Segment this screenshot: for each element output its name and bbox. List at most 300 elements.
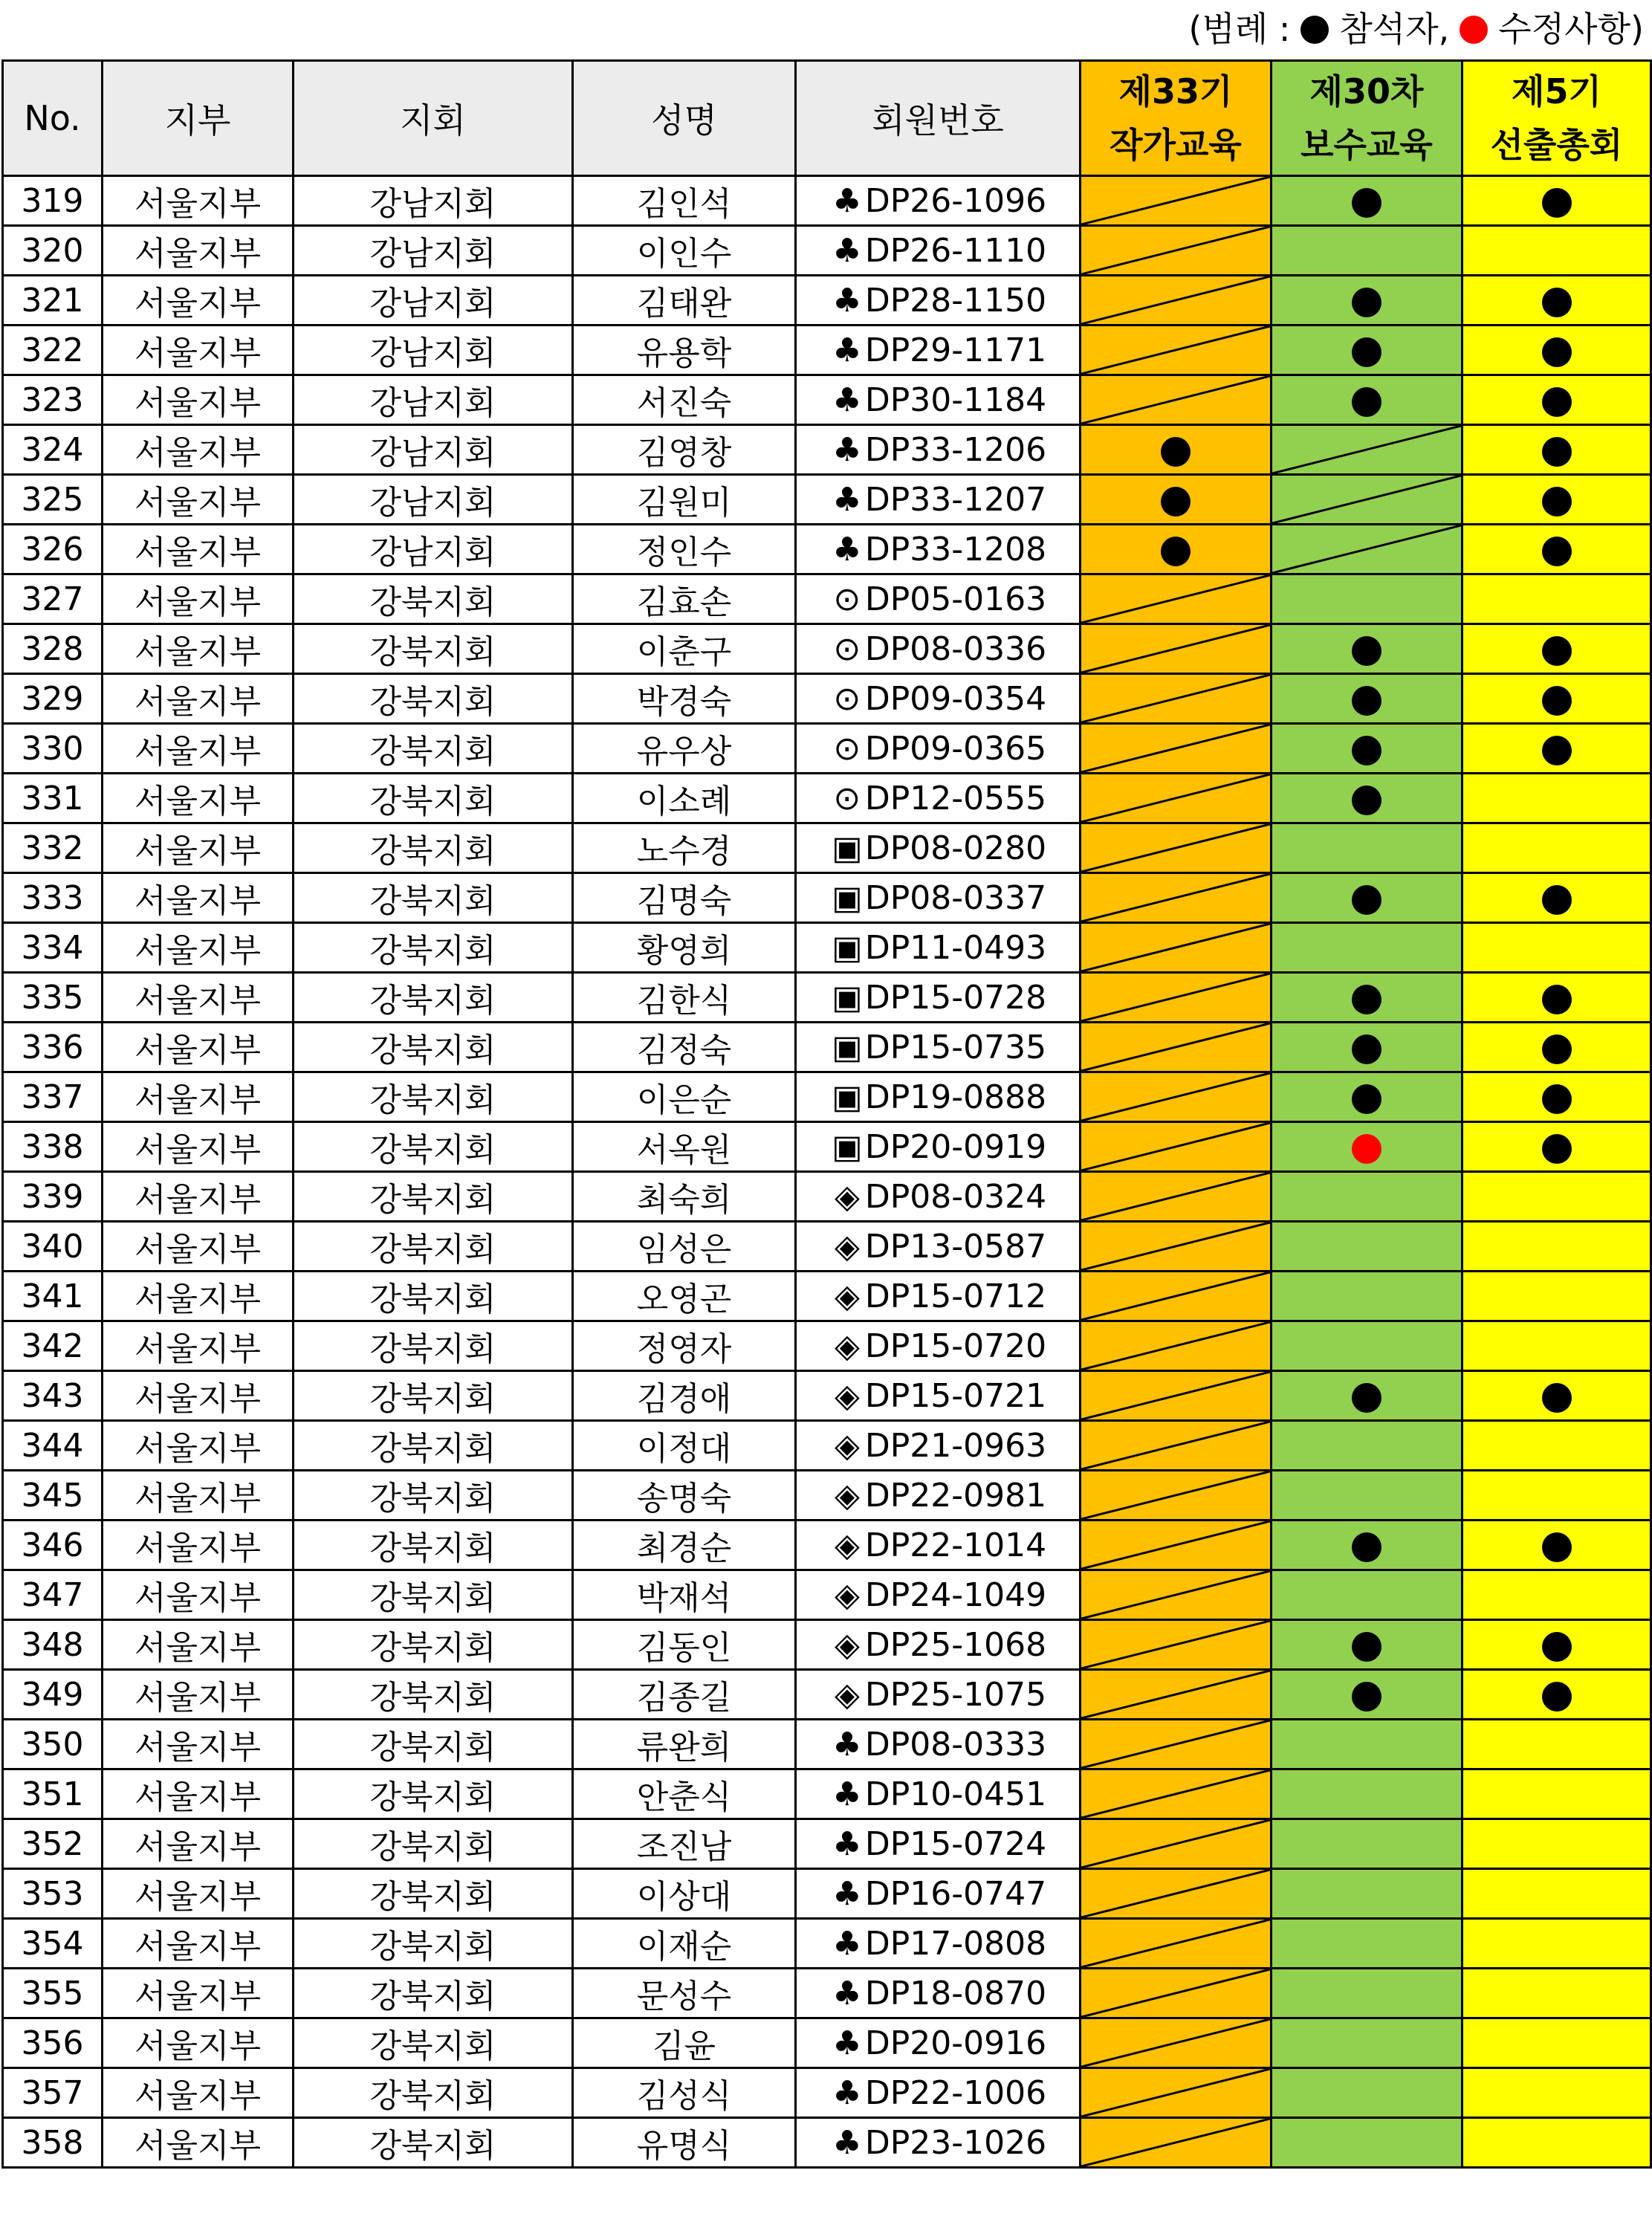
not-applicable-slash	[1081, 874, 1270, 922]
name-cell: 김윤	[573, 2018, 796, 2068]
member-symbol-icon: ♣	[832, 1725, 862, 1764]
member-symbol-icon: ◈	[834, 1576, 860, 1614]
not-applicable-slash	[1081, 2069, 1270, 2117]
attendee-dot-icon	[1352, 1532, 1381, 1562]
table-row	[3, 1172, 1651, 1222]
name-cell: 이상대	[573, 1869, 796, 1919]
election-assembly-cell	[1462, 1969, 1651, 2018]
refresher-education-cell	[1272, 1819, 1462, 1869]
chapter-cell: 강남지회	[294, 326, 573, 375]
header-row	[3, 61, 1651, 176]
chapter-cell: 강북지회	[294, 1720, 573, 1769]
member-number: DP26-1110	[864, 231, 1047, 270]
member-number-cell	[796, 2018, 1081, 2068]
refresher-education-cell	[1272, 326, 1462, 375]
refresher-education-cell	[1272, 2018, 1462, 2068]
election-assembly-cell	[1462, 2018, 1651, 2068]
name-cell: 류완희	[573, 1720, 796, 1769]
chapter-cell: 강남지회	[294, 475, 573, 525]
not-applicable-slash	[1081, 774, 1270, 822]
member-number-cell	[796, 873, 1081, 923]
refresher-education-cell	[1272, 774, 1462, 823]
member-symbol-icon: ♣	[832, 380, 862, 419]
attendee-dot-icon	[1542, 686, 1572, 716]
writer-education-cell	[1081, 176, 1272, 226]
attendee-dot-icon	[1542, 1084, 1572, 1114]
row-number: 355	[3, 1969, 103, 2018]
member-symbol-icon: ◈	[834, 1526, 860, 1564]
member-number-cell	[796, 1072, 1081, 1122]
name-cell: 김종길	[573, 1670, 796, 1720]
member-number-cell	[796, 624, 1081, 674]
refresher-education-cell	[1272, 973, 1462, 1023]
refresher-education-cell	[1272, 1670, 1462, 1720]
attendee-dot-icon	[1542, 188, 1572, 218]
attendee-dot-icon	[1161, 487, 1191, 516]
table-row	[3, 923, 1651, 973]
branch-cell: 서울지부	[103, 624, 294, 674]
refresher-education-cell	[1272, 1222, 1462, 1272]
writer-education-cell	[1081, 1570, 1272, 1620]
chapter-cell: 강북지회	[294, 1919, 573, 1969]
not-applicable-slash	[1081, 1969, 1270, 2017]
row-number: 319	[3, 176, 103, 226]
name-cell: 이인수	[573, 226, 796, 276]
name-cell: 박경숙	[573, 674, 796, 724]
row-number: 331	[3, 774, 103, 823]
row-number: 324	[3, 425, 103, 475]
attendee-dot-icon	[1352, 387, 1381, 417]
election-assembly-cell	[1462, 176, 1651, 226]
member-number: DP08-0337	[864, 878, 1047, 917]
refresher-education-cell	[1272, 2118, 1462, 2168]
member-number: DP15-0728	[864, 978, 1047, 1017]
member-number-cell	[796, 425, 1081, 475]
row-number: 358	[3, 2118, 103, 2168]
header-writer-education: 제33기 작가교육	[1081, 61, 1272, 176]
branch-cell: 서울지부	[103, 973, 294, 1023]
not-applicable-slash	[1081, 924, 1270, 971]
not-applicable-slash	[1081, 1322, 1270, 1370]
member-number-cell	[796, 1620, 1081, 1670]
election-assembly-cell	[1462, 574, 1651, 624]
chapter-cell: 강북지회	[294, 1570, 573, 1620]
row-number: 326	[3, 525, 103, 574]
header-branch: 지부	[103, 61, 294, 176]
chapter-cell: 강북지회	[294, 1172, 573, 1222]
chapter-cell: 강북지회	[294, 1521, 573, 1570]
election-assembly-cell	[1462, 1321, 1651, 1371]
attendee-dot-icon	[1542, 885, 1572, 915]
member-number: DP23-1026	[864, 2123, 1047, 2162]
not-applicable-slash	[1081, 1123, 1270, 1170]
writer-education-cell	[1081, 1172, 1272, 1222]
name-cell: 이춘구	[573, 624, 796, 674]
branch-cell: 서울지부	[103, 1869, 294, 1919]
row-number: 329	[3, 674, 103, 724]
not-applicable-slash	[1081, 1471, 1270, 1519]
member-symbol-icon: ◈	[834, 1376, 860, 1415]
table-row	[3, 1521, 1651, 1570]
election-assembly-cell	[1462, 1272, 1651, 1321]
name-cell: 김효손	[573, 574, 796, 624]
branch-cell: 서울지부	[103, 1969, 294, 2018]
row-number: 342	[3, 1321, 103, 1371]
member-symbol-icon: ◈	[834, 1426, 860, 1465]
name-cell: 정인수	[573, 525, 796, 574]
election-assembly-cell	[1462, 475, 1651, 525]
table-row	[3, 1670, 1651, 1720]
member-symbol-icon: ▣	[832, 829, 863, 867]
table-row	[3, 226, 1651, 276]
attendee-dot-icon	[1542, 636, 1572, 666]
member-symbol-icon: ♣	[832, 480, 862, 519]
table-row	[3, 674, 1651, 724]
row-number: 353	[3, 1869, 103, 1919]
refresher-education-cell	[1272, 1570, 1462, 1620]
member-number: DP11-0493	[864, 928, 1047, 967]
writer-education-cell	[1081, 1720, 1272, 1769]
member-number-cell	[796, 1421, 1081, 1471]
row-number: 344	[3, 1421, 103, 1471]
table-row	[3, 1570, 1651, 1620]
member-symbol-icon: ◈	[834, 1227, 860, 1266]
chapter-cell: 강북지회	[294, 2018, 573, 2068]
member-number-cell	[796, 1769, 1081, 1819]
refresher-education-cell	[1272, 1272, 1462, 1321]
member-number-cell	[796, 1919, 1081, 1969]
branch-cell: 서울지부	[103, 1122, 294, 1172]
attendee-dot-icon	[1161, 437, 1191, 467]
member-number: DP12-0555	[864, 779, 1047, 817]
member-number: DP08-0333	[864, 1725, 1047, 1764]
row-number: 339	[3, 1172, 103, 1222]
name-cell: 문성수	[573, 1969, 796, 2018]
refresher-education-cell	[1272, 2068, 1462, 2118]
chapter-cell: 강북지회	[294, 774, 573, 823]
row-number: 354	[3, 1919, 103, 1969]
branch-cell: 서울지부	[103, 1919, 294, 1969]
not-applicable-slash	[1081, 1272, 1270, 1320]
member-number-cell	[796, 574, 1081, 624]
member-number: DP08-0280	[864, 829, 1047, 867]
election-assembly-cell	[1462, 1371, 1651, 1421]
not-applicable-slash	[1081, 1521, 1270, 1569]
member-number: DP22-0981	[864, 1476, 1047, 1515]
not-applicable-slash	[1081, 1571, 1270, 1619]
chapter-cell: 강북지회	[294, 1272, 573, 1321]
row-number: 338	[3, 1122, 103, 1172]
writer-education-cell	[1081, 823, 1272, 873]
refresher-education-cell	[1272, 1421, 1462, 1471]
chapter-cell: 강북지회	[294, 1620, 573, 1670]
not-applicable-slash	[1081, 625, 1270, 673]
member-symbol-icon: ▣	[832, 878, 863, 917]
branch-cell: 서울지부	[103, 1321, 294, 1371]
header-name: 성명	[573, 61, 796, 176]
attendee-dot-icon	[1352, 885, 1381, 915]
member-number: DP22-1006	[864, 2073, 1047, 2112]
not-applicable-slash	[1081, 326, 1270, 374]
refresher-education-cell	[1272, 1620, 1462, 1670]
member-symbol-icon: ▣	[832, 1028, 863, 1066]
election-assembly-cell	[1462, 923, 1651, 973]
writer-education-cell	[1081, 973, 1272, 1023]
member-number: DP13-0587	[864, 1227, 1047, 1266]
change-dot-icon	[1352, 1134, 1381, 1164]
chapter-cell: 강북지회	[294, 1670, 573, 1720]
row-number: 336	[3, 1023, 103, 1072]
row-number: 327	[3, 574, 103, 624]
not-applicable-slash	[1081, 725, 1270, 772]
name-cell: 노수경	[573, 823, 796, 873]
member-symbol-icon: ◈	[834, 1277, 860, 1315]
member-number: DP09-0354	[864, 679, 1047, 718]
row-number: 334	[3, 923, 103, 973]
member-number-cell	[796, 1570, 1081, 1620]
writer-education-cell	[1081, 923, 1272, 973]
writer-education-cell	[1081, 1471, 1272, 1521]
name-cell: 이은순	[573, 1072, 796, 1122]
member-symbol-icon: ♣	[832, 1824, 862, 1863]
attendee-dot-icon	[1542, 337, 1572, 367]
writer-education-cell	[1081, 1919, 1272, 1969]
member-symbol-icon: ♣	[832, 2123, 862, 2162]
table-row	[3, 1769, 1651, 1819]
not-applicable-slash	[1081, 1621, 1270, 1668]
legend-prefix: (범례 :	[1188, 9, 1291, 49]
refresher-education-cell	[1272, 525, 1462, 574]
header-chapter: 지회	[294, 61, 573, 176]
member-number: DP29-1171	[864, 331, 1047, 369]
attendance-table	[1, 59, 1652, 2169]
attendee-dot-icon	[1542, 1134, 1572, 1164]
branch-cell: 서울지부	[103, 375, 294, 425]
not-applicable-slash	[1272, 525, 1461, 573]
chapter-cell: 강북지회	[294, 724, 573, 774]
header-member-number: 회원번호	[796, 61, 1081, 176]
member-number-cell	[796, 475, 1081, 525]
member-number: DP25-1075	[864, 1675, 1047, 1714]
name-cell: 서옥원	[573, 1122, 796, 1172]
row-number: 337	[3, 1072, 103, 1122]
table-row	[3, 724, 1651, 774]
member-number: DP28-1150	[864, 281, 1047, 320]
name-cell: 김인석	[573, 176, 796, 226]
chapter-cell: 강북지회	[294, 624, 573, 674]
attendee-dot-icon	[1352, 337, 1381, 367]
election-assembly-cell	[1462, 276, 1651, 326]
row-number: 345	[3, 1471, 103, 1521]
attendee-dot-icon	[1352, 786, 1381, 815]
member-number-cell	[796, 1819, 1081, 1869]
member-symbol-icon: ♣	[832, 1874, 862, 1913]
branch-cell: 서울지부	[103, 1769, 294, 1819]
branch-cell: 서울지부	[103, 1570, 294, 1620]
member-symbol-icon: ◈	[834, 1675, 860, 1714]
name-cell: 김영창	[573, 425, 796, 475]
branch-cell: 서울지부	[103, 276, 294, 326]
member-number: DP25-1068	[864, 1625, 1047, 1664]
chapter-cell: 강북지회	[294, 1819, 573, 1869]
member-symbol-icon: ♣	[832, 331, 862, 369]
member-number: DP24-1049	[864, 1576, 1047, 1614]
member-symbol-icon: ♣	[832, 2024, 862, 2062]
not-applicable-slash	[1081, 575, 1270, 623]
refresher-education-cell	[1272, 674, 1462, 724]
refresher-education-cell	[1272, 425, 1462, 475]
chapter-cell: 강북지회	[294, 823, 573, 873]
legend-change-label: 수정사항)	[1498, 9, 1644, 49]
refresher-education-cell	[1272, 1172, 1462, 1222]
member-symbol-icon: ♣	[832, 430, 862, 469]
member-number-cell	[796, 923, 1081, 973]
branch-cell: 서울지부	[103, 226, 294, 276]
branch-cell: 서울지부	[103, 1670, 294, 1720]
row-number: 346	[3, 1521, 103, 1570]
not-applicable-slash	[1081, 1720, 1270, 1768]
not-applicable-slash	[1081, 675, 1270, 722]
member-number-cell	[796, 724, 1081, 774]
writer-education-cell	[1081, 2018, 1272, 2068]
name-cell: 황영희	[573, 923, 796, 973]
table-row	[3, 2068, 1651, 2118]
chapter-cell: 강북지회	[294, 1421, 573, 1471]
member-symbol-icon: ▣	[832, 1127, 863, 1166]
branch-cell: 서울지부	[103, 574, 294, 624]
election-assembly-cell	[1462, 1720, 1651, 1769]
writer-education-cell	[1081, 1869, 1272, 1919]
name-cell: 김정숙	[573, 1023, 796, 1072]
not-applicable-slash	[1081, 974, 1270, 1021]
branch-cell: 서울지부	[103, 774, 294, 823]
member-number-cell	[796, 1720, 1081, 1769]
writer-education-cell	[1081, 1670, 1272, 1720]
not-applicable-slash	[1081, 276, 1270, 324]
table-row	[3, 1471, 1651, 1521]
not-applicable-slash	[1272, 476, 1461, 523]
name-cell: 김성식	[573, 2068, 796, 2118]
writer-education-cell	[1081, 2068, 1272, 2118]
branch-cell: 서울지부	[103, 475, 294, 525]
branch-cell: 서울지부	[103, 2068, 294, 2118]
table-row	[3, 1072, 1651, 1122]
election-assembly-cell	[1462, 1570, 1651, 1620]
member-number: DP15-0735	[864, 1028, 1047, 1066]
member-number-cell	[796, 276, 1081, 326]
chapter-cell: 강남지회	[294, 176, 573, 226]
writer-education-cell	[1081, 375, 1272, 425]
member-symbol-icon: ♣	[832, 1974, 862, 2012]
row-number: 350	[3, 1720, 103, 1769]
table-row	[3, 823, 1651, 873]
writer-education-cell	[1081, 1620, 1272, 1670]
table-row	[3, 1122, 1651, 1172]
member-number-cell	[796, 973, 1081, 1023]
table-row	[3, 2118, 1651, 2168]
table-row	[3, 425, 1651, 475]
attendee-dot-icon	[1300, 16, 1329, 44]
election-assembly-cell	[1462, 973, 1651, 1023]
writer-education-cell	[1081, 574, 1272, 624]
chapter-cell: 강북지회	[294, 574, 573, 624]
member-symbol-icon: ⊙	[833, 729, 861, 768]
election-assembly-cell	[1462, 1471, 1651, 1521]
not-applicable-slash	[1081, 2019, 1270, 2067]
branch-cell: 서울지부	[103, 724, 294, 774]
member-symbol-icon: ♣	[832, 1775, 862, 1813]
election-assembly-cell	[1462, 1670, 1651, 1720]
table-body	[3, 176, 1651, 2168]
header-election-assembly: 제5기 선출총회	[1462, 61, 1651, 176]
row-number: 356	[3, 2018, 103, 2068]
chapter-cell: 강북지회	[294, 1371, 573, 1421]
attendee-dot-icon	[1352, 188, 1381, 218]
member-number: DP33-1206	[864, 430, 1047, 469]
member-symbol-icon: ⊙	[833, 679, 861, 718]
row-number: 323	[3, 375, 103, 425]
not-applicable-slash	[1081, 1372, 1270, 1419]
branch-cell: 서울지부	[103, 674, 294, 724]
table-row	[3, 774, 1651, 823]
refresher-education-cell	[1272, 1919, 1462, 1969]
not-applicable-slash	[1272, 426, 1461, 473]
name-cell: 이재순	[573, 1919, 796, 1969]
row-number: 333	[3, 873, 103, 923]
branch-cell: 서울지부	[103, 326, 294, 375]
attendee-dot-icon	[1542, 1532, 1572, 1562]
refresher-education-cell	[1272, 176, 1462, 226]
attendee-dot-icon	[1352, 1084, 1381, 1114]
not-applicable-slash	[1081, 1223, 1270, 1270]
not-applicable-slash	[1081, 1173, 1270, 1220]
row-number: 325	[3, 475, 103, 525]
election-assembly-cell	[1462, 1769, 1651, 1819]
row-number: 349	[3, 1670, 103, 1720]
attendee-dot-icon	[1352, 1632, 1381, 1662]
attendee-dot-icon	[1542, 387, 1572, 417]
election-assembly-cell	[1462, 1620, 1651, 1670]
table-row	[3, 375, 1651, 425]
member-number-cell	[796, 1521, 1081, 1570]
refresher-education-cell	[1272, 1023, 1462, 1072]
refresher-education-cell	[1272, 1769, 1462, 1819]
name-cell: 정영자	[573, 1321, 796, 1371]
branch-cell: 서울지부	[103, 1521, 294, 1570]
election-assembly-cell	[1462, 2068, 1651, 2118]
table-row	[3, 1321, 1651, 1371]
attendee-dot-icon	[1542, 1034, 1572, 1064]
member-symbol-icon: ⊙	[833, 580, 861, 618]
member-number: DP30-1184	[864, 380, 1047, 419]
writer-education-cell	[1081, 1023, 1272, 1072]
row-number: 357	[3, 2068, 103, 2118]
table-row	[3, 326, 1651, 375]
member-number: DP20-0916	[864, 2024, 1047, 2062]
election-assembly-cell	[1462, 425, 1651, 475]
row-number: 347	[3, 1570, 103, 1620]
writer-education-cell	[1081, 226, 1272, 276]
name-cell: 유명식	[573, 2118, 796, 2168]
branch-cell: 서울지부	[103, 1720, 294, 1769]
writer-education-cell	[1081, 1072, 1272, 1122]
attendee-dot-icon	[1542, 1682, 1572, 1712]
row-number: 343	[3, 1371, 103, 1421]
member-number-cell	[796, 2118, 1081, 2168]
election-assembly-cell	[1462, 1023, 1651, 1072]
refresher-education-cell	[1272, 823, 1462, 873]
branch-cell: 서울지부	[103, 1023, 294, 1072]
